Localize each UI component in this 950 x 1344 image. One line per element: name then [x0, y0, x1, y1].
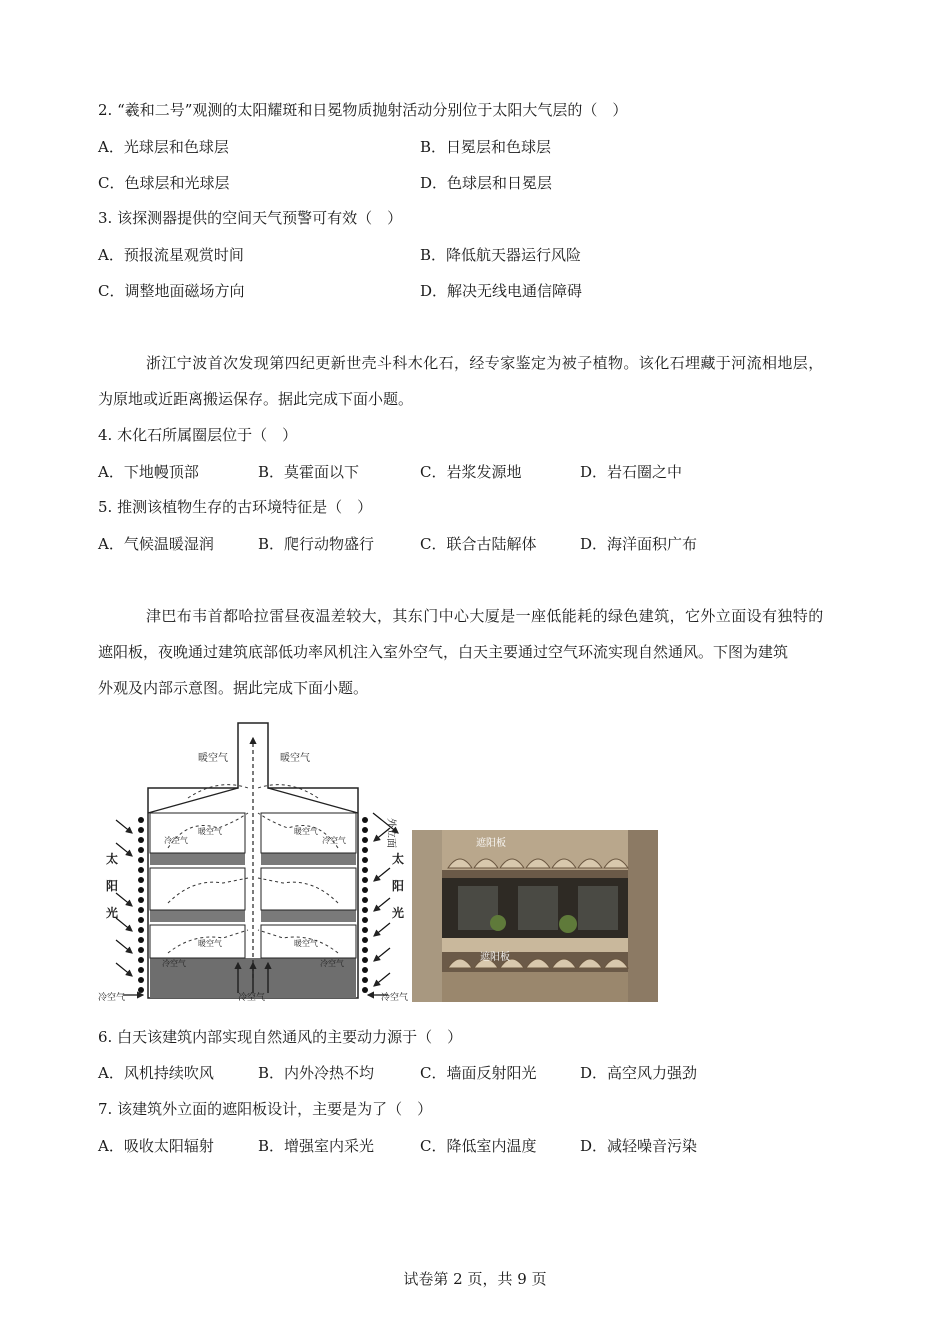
q7-option-a: A．吸收太阳辐射 [98, 1137, 214, 1155]
sunlight-label-right-3: 光 [392, 906, 405, 920]
building-ventilation-figure [98, 718, 660, 1006]
sunlight-label-right-1: 太 [392, 852, 405, 866]
q6-option-b: B．内外冷热不均 [258, 1064, 375, 1082]
question-3-stem: 3. 该探测器提供的空间天气预警可有效（ ） [98, 209, 403, 227]
passage-3-line-2: 遮阳板，夜晚通过建筑底部低功率风机注入室外空气，白天主要通过空气环流实现自然通风。下图为建筑 [98, 643, 789, 661]
passage-2-line-1: 浙江宁波首次发现第四纪更新世壳斗科木化石，经专家鉴定为被子植物。该化石埋藏于河流相地层， [146, 354, 824, 372]
building-cross-section [116, 723, 398, 998]
question-6-stem: 6. 白天该建筑内部实现自然通风的主要动力源于（ ） [98, 1028, 463, 1046]
q4-option-d: D．岩石圈之中 [580, 463, 683, 481]
sunlight-label-left-3: 光 [106, 906, 119, 920]
q5-option-b: B．爬行动物盛行 [258, 535, 375, 553]
passage-3-line-3: 外观及内部示意图。据此完成下面小题。 [98, 679, 369, 697]
q3-option-b: B．降低航天器运行风险 [420, 246, 582, 264]
q6-option-d: D．高空风力强劲 [580, 1064, 698, 1082]
cold-air-label-outside-left: 冷空气 [98, 993, 126, 1003]
question-7-stem: 7. 该建筑外立面的遮阳板设计，主要是为了（ ） [98, 1100, 433, 1118]
cold-air-label-f3-right: 冷空气 [322, 836, 346, 845]
question-4-stem: 4. 木化石所属圈层位于（ ） [98, 426, 298, 444]
q2-option-d: D．色球层和日冕层 [420, 174, 553, 192]
q3-option-a: A．预报流星观赏时间 [98, 246, 244, 264]
building-facade-photo [412, 830, 658, 1002]
warm-air-label-f3-right: 暖空气 [294, 827, 318, 836]
cold-air-label-base: 冷空气 [238, 993, 266, 1003]
q5-option-c: C．联合古陆解体 [420, 535, 537, 553]
q2-option-b: B．日冕层和色球层 [420, 138, 552, 156]
q4-option-c: C．岩浆发源地 [420, 463, 522, 481]
q4-option-b: B．莫霍面以下 [258, 463, 360, 481]
page-footer: 试卷第 2 页，共 9 页 [403, 1270, 547, 1288]
sunlight-label-left-1: 太 [106, 852, 119, 866]
question-2-stem: 2. “羲和二号”观测的太阳耀斑和日冕物质抛射活动分别位于太阳大气层的（ ） [98, 101, 628, 119]
q7-option-b: B．增强室内采光 [258, 1137, 375, 1155]
question-5-stem: 5. 推测该植物生存的古环境特征是（ ） [98, 498, 373, 516]
q5-option-a: A．气候温暖湿润 [98, 535, 214, 553]
warm-air-label-left: 暖空气 [198, 753, 228, 764]
cold-air-label-f3-left: 冷空气 [164, 836, 188, 845]
sunlight-label-left-2: 阳 [106, 879, 119, 893]
q2-option-c: C．色球层和光球层 [98, 174, 230, 192]
warm-air-label-f3-left: 暖空气 [198, 827, 222, 836]
q3-option-c: C．调整地面磁场方向 [98, 282, 245, 300]
q2-option-a: A．光球层和色球层 [98, 138, 229, 156]
q7-option-d: D．减轻噪音污染 [580, 1137, 698, 1155]
sunlight-label-right-2: 阳 [392, 879, 405, 893]
passage-2-line-2: 为原地或近距离搬运保存。据此完成下面小题。 [98, 390, 414, 408]
facade-label: 外立面 [385, 818, 396, 848]
q6-option-a: A．风机持续吹风 [98, 1064, 214, 1082]
warm-air-label-right: 暖空气 [280, 753, 310, 764]
q3-option-d: D．解决无线电通信障碍 [420, 282, 583, 300]
sunshade-label-bottom: 遮阳板 [480, 952, 510, 963]
q6-option-c: C．墙面反射阳光 [420, 1064, 537, 1082]
cold-air-label-f1-right: 冷空气 [320, 959, 344, 968]
sunshade-label-top: 遮阳板 [476, 838, 506, 849]
q7-option-c: C．降低室内温度 [420, 1137, 537, 1155]
warm-air-label-f1-left: 暖空气 [198, 939, 222, 948]
passage-3-line-1: 津巴布韦首都哈拉雷昼夜温差较大，其东门中心大厦是一座低能耗的绿色建筑，它外立面设有独特的 [146, 607, 824, 625]
cold-air-label-f1-left: 冷空气 [162, 959, 186, 968]
warm-air-label-f1-right: 暖空气 [294, 939, 318, 948]
q5-option-d: D．海洋面积广布 [580, 535, 698, 553]
q4-option-a: A．下地幔顶部 [98, 463, 199, 481]
cold-air-label-outside-right: 冷空气 [381, 993, 409, 1003]
